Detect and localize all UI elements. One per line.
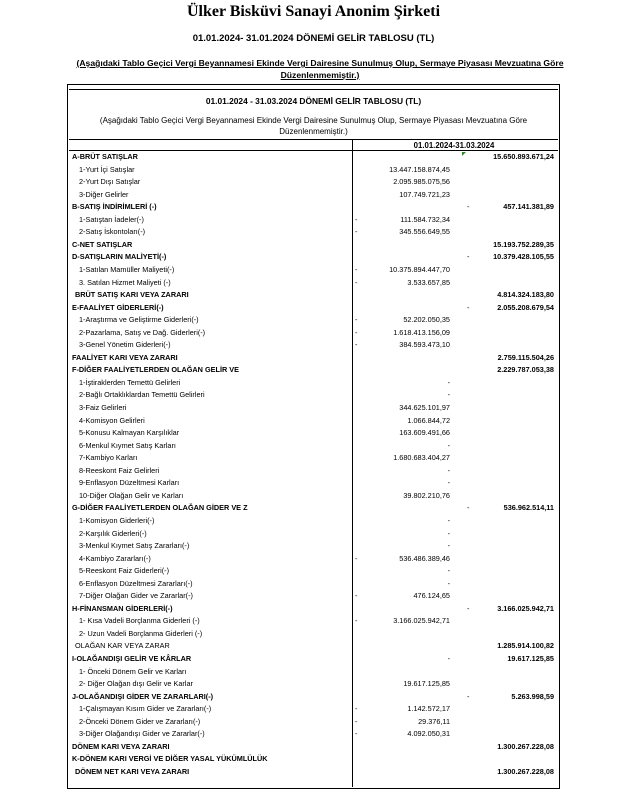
statement-row [69,678,558,690]
total-amount: 2.759.115.504,26 [497,352,554,362]
statement-row [69,766,558,778]
statement-row [69,389,558,401]
statement-row [69,666,558,678]
detail-sign: - [355,729,358,739]
detail-sign: - [355,315,358,325]
row-label: 9-Enflasyon Düzeltmesi Karları [79,478,180,488]
statement-row [69,352,558,364]
detail-amount: - [447,465,450,475]
row-label: 3. Satılan Hizmet Maliyeti (-) [79,277,171,287]
row-label: 10-Diğer Olağan Gelir ve Karları [79,490,184,500]
detail-amount: 19.617.125,85 [403,679,450,689]
statement-row [69,703,558,715]
statement-row [69,151,558,163]
row-label: E-FAALİYET GİDERLERİ(-) [72,302,164,312]
row-label: 2-Önceki Dönem Gider ve Zararları(-) [79,716,201,726]
detail-sign: - [355,616,358,626]
row-label: 1-Satılan Mamüller Maliyeti(-) [79,264,175,274]
total-sign: - [467,603,470,613]
statement-row [69,377,558,389]
statement-row [69,189,558,201]
row-label: A-BRÜT SATIŞLAR [72,152,138,161]
total-sign: - [467,252,470,262]
detail-amount: 345.556.649,55 [399,227,450,237]
statement-row [69,528,558,540]
row-label: 2-Karşılık Giderleri(-) [79,528,147,538]
row-label: 4-Kambiyo Zararları(-) [79,553,151,563]
statement-row [69,691,558,703]
row-label: 2- Uzun Vadeli Borçlanma Giderleri (-) [79,628,203,638]
statement-row [69,490,558,502]
statement-row [69,515,558,527]
row-label: I-OLAĞANDIŞI GELİR VE KÂRLAR [72,654,192,663]
statement-row [69,427,558,439]
row-label: 1- Önceki Dönem Gelir ve Karları [79,666,187,676]
total-sign: - [467,202,470,212]
period-title: 01.01.2024- 31.01.2024 DÖNEMİ GELİR TABLOSU (TL) [192,33,435,44]
detail-amount: 2.095.985.075,56 [393,177,450,187]
statement-row [69,277,558,289]
total-amount: 1.300.267.228,08 [497,741,554,751]
table-top-rule [69,89,558,90]
row-label: 2- Diğer Olağan dışı Gelir ve Karlar [79,679,193,689]
row-label: DÖNEM NET KARI VEYA ZARARI [75,766,190,776]
statement-row [69,565,558,577]
row-label: 3-Menkul Kıymet Satış Zararları(-) [79,541,190,551]
detail-sign: - [355,227,358,237]
statement-row [69,327,558,339]
row-label: DÖNEM KARI VEYA ZARARI [72,741,170,751]
statement-row [69,540,558,552]
statement-row [69,164,558,176]
total-sign: - [467,302,470,312]
detail-sign: - [355,591,358,601]
statement-row [69,640,558,652]
detail-amount: 1.142.572,17 [407,704,450,714]
table-title: 01.01.2024 - 31.03.2024 DÖNEMİ GELİR TABLOSU (TL) [205,96,422,106]
total-sign: - [467,503,470,513]
row-label: B-SATIŞ İNDİRİMLERİ (-) [72,202,157,212]
detail-amount: 344.625.101,97 [399,403,450,412]
detail-amount: - [447,390,450,400]
detail-amount: - [447,478,450,488]
total-amount: 1.285.914.100,82 [497,641,554,651]
disclaimer-note [75,58,565,81]
detail-sign: - [355,704,358,714]
row-label: 1-İştiraklerden Temettü Gelirleri [79,377,181,387]
total-amount: 3.166.025.942,71 [497,603,554,613]
statement-row [69,176,558,188]
total-amount: 15.193.752.289,35 [493,239,554,249]
detail-amount: - [447,377,450,387]
row-label: 1-Komisyon Giderleri(-) [79,515,155,525]
total-amount: 457.141.381,89 [503,202,554,212]
statement-row [69,553,558,565]
statement-row [69,339,558,351]
detail-amount: - [447,654,450,663]
detail-sign: - [355,553,358,563]
statement-row [69,590,558,602]
row-label: 4-Komisyon Gelirleri [79,415,145,425]
statement-row [69,753,558,765]
statement-row [69,201,558,213]
disclaimer-line-1: (Aşağıdaki Tablo Geçici Vergi Beyannamesi Ekinde Vergi Dairesine Sunulmuş Olup, Sermaye Piyasası Mevzuatına Göre [76,58,564,68]
row-label: 7-Diğer Olağan Gider ve Zararlar(-) [79,591,193,601]
row-label: 3-Diğer Olağandışı Gider ve Zararlar(-) [79,729,205,739]
statement-row [69,741,558,753]
row-label: 2-Bağlı Ortaklıklardan Temettü Gelirleri [79,390,205,400]
row-label: FAALİYET KARI VEYA ZARARI [72,352,178,362]
table-note [77,115,550,137]
detail-amount: - [447,541,450,551]
row-label: 2-Yurt Dışı Satışlar [79,177,141,187]
detail-sign: - [355,277,358,287]
total-amount: 2.055.208.679,54 [497,302,554,312]
detail-amount: 4.092.050,31 [407,729,450,739]
row-label: OLAĞAN KAR VEYA ZARAR [75,641,170,651]
row-label: 1-Satıştan İadeler(-) [79,214,144,224]
statement-row [69,239,558,251]
row-label: 3-Diğer Gelirler [79,189,129,199]
detail-amount: - [447,515,450,525]
disclaimer-line-2: Düzenlenmemiştir.) [280,69,360,80]
detail-amount: 39.802.210,76 [403,490,450,500]
detail-sign: - [355,716,358,726]
row-label: 8-Reeskont Faiz Gelirleri [79,465,160,475]
statement-row [69,415,558,427]
detail-amount: 107.749.721,23 [399,189,450,199]
row-label: 1- Kısa Vadeli Borçlanma Giderleri (-) [79,616,200,626]
row-label: 1-Çalışmayan Kısım Gider ve Zararları(-) [79,704,212,714]
detail-amount: 476.124,65 [413,591,450,601]
row-label: 5-Reeskont Faiz Giderleri(-) [79,566,170,576]
detail-amount: 163.609.491,66 [399,428,450,438]
company-name: Ülker Bisküvi Sanayi Anonim Şirketi [186,3,441,20]
statement-row [69,214,558,226]
statement-row [69,440,558,452]
detail-amount: 1.680.683.404,27 [393,453,450,463]
statement-row [69,465,558,477]
statement-row [69,653,558,665]
row-label: 5-Konusu Kalmayan Karşılıklar [79,428,180,438]
total-amount: 10.379.428.105,55 [493,252,554,262]
detail-amount: 1.618.413.156,09 [393,327,450,337]
table-note-line-1: (Aşağıdaki Tablo Geçici Vergi Beyannamesi Ekinde Vergi Dairesine Sunulmuş Olup, Sermaye Piyasası Mevzuatına Göre [99,116,528,125]
detail-amount: - [447,440,450,450]
detail-amount: - [447,578,450,588]
row-label: K-DÖNEM KARI VERGİ VE DİĞER YASAL YÜKÜMLÜLÜK [72,754,268,764]
row-label: 6-Enflasyon Düzeltmesi Zararları(-) [79,578,193,588]
table-header-rule [69,139,558,140]
row-label: F-DİĞER FAALİYETLERDEN OLAĞAN GELİR VE [72,365,240,375]
row-label: 6-Menkul Kıymet Satış Karları [79,440,176,450]
detail-sign: - [355,327,358,337]
statement-row [69,477,558,489]
row-label: J-OLAĞANDIŞI GİDER VE ZARARLARI(-) [72,691,214,701]
total-amount: 4.814.324.183,80 [497,290,554,300]
statement-row [69,452,558,464]
detail-amount: 536.486.389,46 [399,553,450,563]
row-label: 3-Genel Yönetim Giderleri(-) [79,340,171,350]
statement-row [69,264,558,276]
statement-row [69,226,558,238]
total-amount: 2.229.787.053,38 [497,365,554,375]
detail-amount: 3.533.657,85 [407,277,450,287]
table-note-line-2: Düzenlenmemiştir.) [279,127,348,136]
statement-row [69,302,558,314]
statement-row [69,615,558,627]
statement-row [69,716,558,728]
detail-amount: 111.584.732,34 [400,214,450,224]
statement-row [69,728,558,740]
detail-amount: 384.593.473,10 [399,340,450,350]
statement-row [69,251,558,263]
statement-row [69,578,558,590]
row-label: D-SATIŞLARIN MALİYETİ(-) [72,252,167,262]
row-label: C-NET SATIŞLAR [72,239,133,249]
statement-row [69,502,558,514]
total-amount: 19.617.125,85 [507,654,554,663]
detail-sign: - [355,264,358,274]
total-amount: 536.962.514,11 [503,503,554,513]
statement-row [69,603,558,615]
statement-row [69,314,558,326]
statement-row [69,289,558,301]
row-label: 3-Faiz Gelirleri [79,403,127,412]
detail-amount: 1.066.844,72 [407,415,450,425]
row-label: 1-Araştırma ve Geliştirme Giderleri(-) [79,315,199,325]
detail-amount: 13.447.158.874,45 [389,164,450,174]
detail-amount: 10.375.894.447,70 [389,264,450,274]
total-sign: - [467,691,470,701]
row-label: 7-Kambiyo Karları [79,453,138,463]
detail-amount: - [447,528,450,538]
row-label: 1-Yurt İçi Satışlar [79,164,135,174]
row-label: H-FİNANSMAN GİDERLERİ(-) [72,603,173,613]
total-amount: 1.300.267.228,08 [497,766,554,776]
statement-row [69,402,558,414]
statement-row [69,628,558,640]
detail-amount: 29.376,11 [418,716,450,726]
detail-amount: 52.202.050,35 [403,315,450,325]
row-label: 2-Satış İskontoları(-) [79,227,146,237]
row-label: G-DİĞER FAALİYETLERDEN OLAĞAN GİDER VE Z [72,503,248,513]
total-amount: 15.650.893.671,24 [493,152,554,161]
detail-amount: - [447,566,450,576]
row-label: 2-Pazarlama, Satış ve Dağ. Giderleri(-) [79,327,206,337]
detail-sign: - [355,340,358,350]
total-amount: 5.263.998,59 [511,691,554,701]
statement-row [69,364,558,376]
detail-sign: - [355,214,358,224]
row-label: BRÜT SATIŞ KARI VEYA ZARARI [75,290,189,300]
column-header: 01.01.2024-31.03.2024 [413,141,495,150]
detail-amount: 3.166.025.942,71 [393,616,450,626]
